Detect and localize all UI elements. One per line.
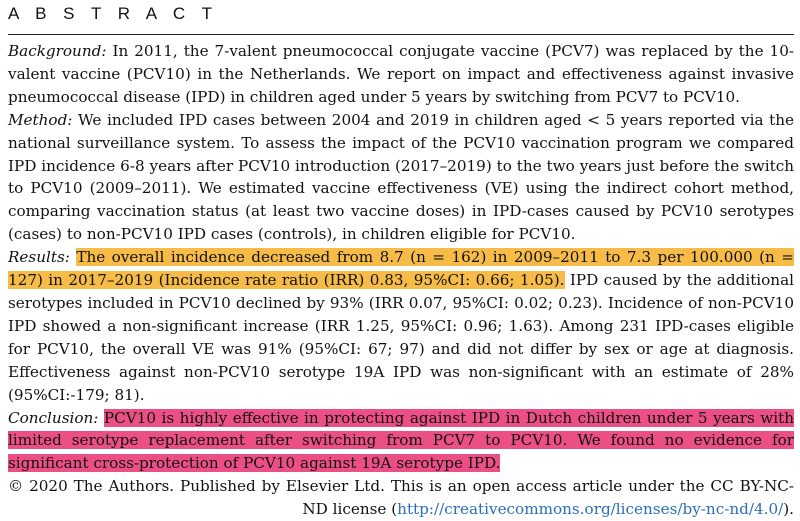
background-label: Background: — [8, 42, 107, 60]
abstract-heading: A B S T R A C T — [8, 4, 219, 23]
method-paragraph — [8, 109, 794, 246]
method-text: We included IPD cases between 2004 and 2019 in children aged < 5 years reported via the national surveillance system. To assess the impact of the PCV10 vaccination program we compared IPD incidence 6-8 years after PCV10 introduction (2017–2019) to the two years just before the switch to PCV10 (2009–2011). We estimated vaccine effectiveness (VE) using the indirect cohort method, comparing vaccination status (at least two vaccine doses) in IPD-cases caused by PCV10 serotypes (cases) to non-PCV10 IPD cases (controls), in children eligible for PCV10. — [8, 110, 794, 244]
license-open-paren: ( — [391, 500, 398, 519]
results-paragraph — [8, 246, 794, 406]
conclusion-label: Conclusion: — [8, 408, 99, 427]
abstract-body — [8, 40, 794, 521]
license-close-paren: ). — [783, 500, 794, 519]
method-label: Method: — [8, 110, 73, 129]
results-label: Results: — [8, 248, 70, 267]
conclusion-highlight: PCV10 is highly effective in protecting against IPD in Dutch children under 5 years with limited serotype replacement after switching from PCV7 to PCV10. We found no evidence for significant cross-protection of PCV10 against 19A serotype IPD. — [8, 408, 794, 473]
copyright-text: © 2020 The Authors. Published by Elsevier Ltd. This is an open access article under the CC BY-NC-ND license — [8, 477, 794, 519]
copyright-notice — [8, 475, 794, 521]
results-highlight: The overall incidence decreased from 8.7 (n = 162) in 2009–2011 to 7.3 per 100.000 (n = 127) in 2017–2019 (Incidence rate ratio (IRR) 0.83, 95%CI: 0.66; 1.05). — [8, 248, 794, 290]
results-text: IPD caused by the additional serotypes included in PCV10 declined by 93% (IRR 0.07, 95%CI: 0.02; 0.23). Incidence of non-PCV10 IPD showed a non-significant increase (IRR 1.25, 95%CI: 0.96; 1.63). Among 231 IPD-cases eligible for PCV10, the overall VE was 91% (95%CI: 67; 97) and did not differ by sex or age at diagnosis. Effectiveness against non-PCV10 serotype 19A IPD was non-significant with an estimate of 28% (95%CI:-179; 81). — [8, 271, 795, 404]
license-link[interactable]: http://creativecommons.org/licenses/by-nc-nd/4.0/ — [397, 500, 784, 519]
heading-divider — [8, 34, 794, 35]
conclusion-paragraph — [8, 407, 794, 476]
background-text: In 2011, the 7-valent pneumococcal conjugate vaccine (PCV7) was replaced by the 10-valent vaccine (PCV10) in the Netherlands. We report on impact and effectiveness against invasive pneumococcal disease (IPD) in children aged under 5 years by switching from PCV7 to PCV10. — [8, 42, 795, 106]
background-paragraph — [8, 40, 794, 109]
